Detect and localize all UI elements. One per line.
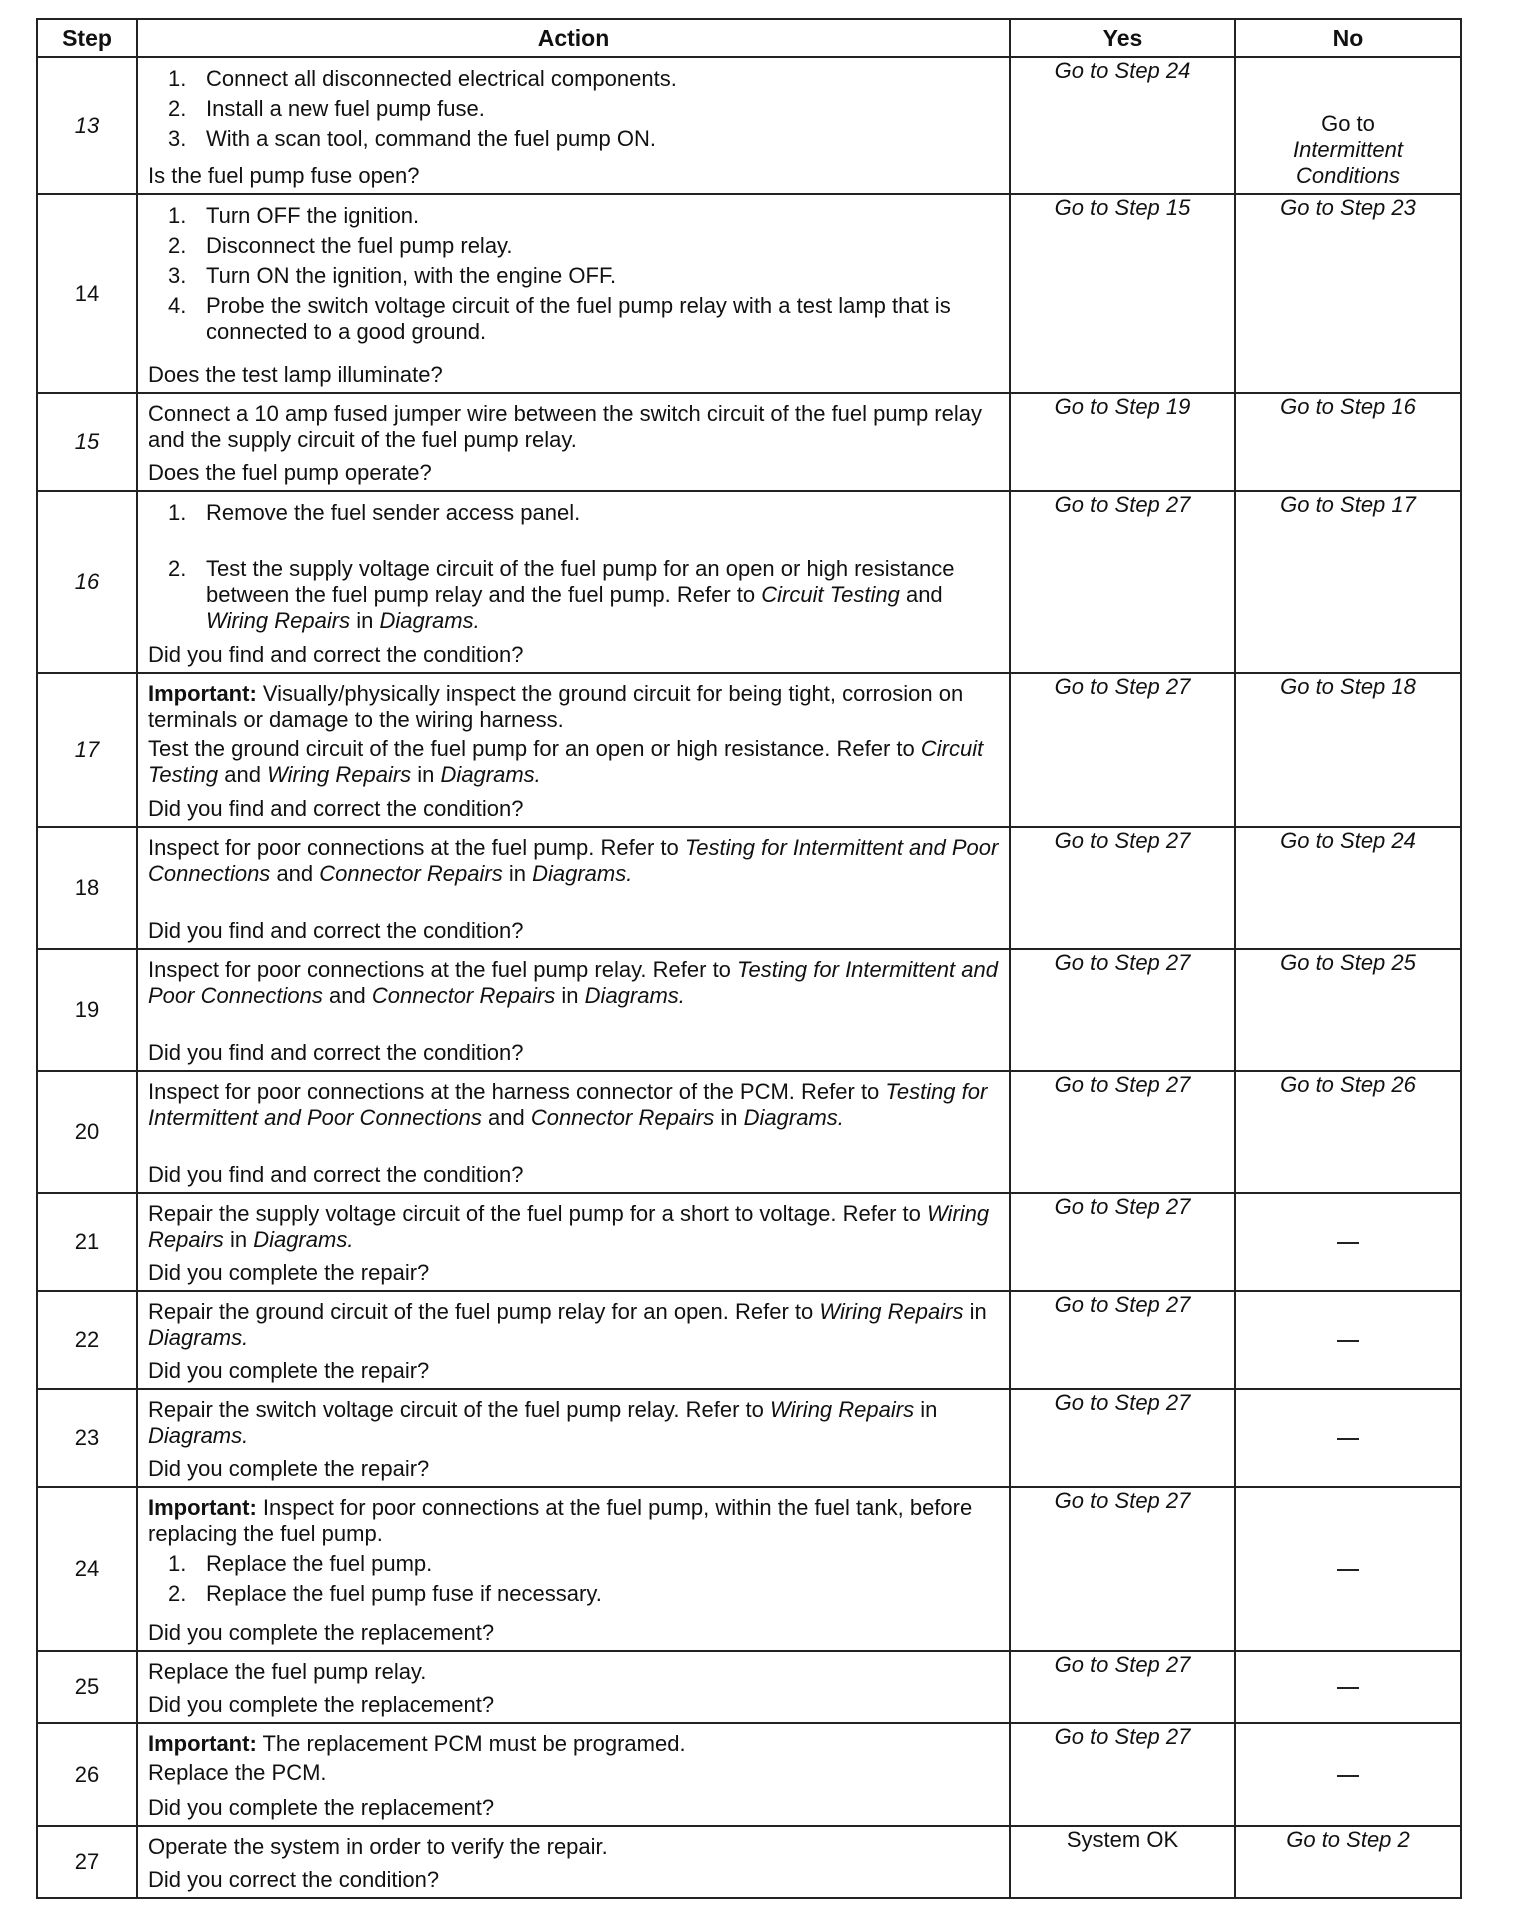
question: Is the fuel pump fuse open? [148, 163, 420, 188]
action-text: Replace the PCM. [148, 1760, 327, 1785]
dash-mark [1337, 1438, 1359, 1440]
dash-mark [1337, 1242, 1359, 1244]
step-number: 21 [37, 1193, 137, 1291]
no-result: Go to Step 16 [1235, 393, 1461, 491]
question: Does the test lamp illuminate? [148, 362, 443, 387]
yes-result: Go to Step 27 [1010, 1071, 1235, 1193]
list-item: 2. Disconnect the fuel pump relay. [168, 233, 513, 258]
question: Did you complete the replacement? [148, 1795, 495, 1820]
table-row [37, 194, 1461, 393]
no-result [1235, 1651, 1461, 1723]
action-cell [137, 57, 1010, 194]
question: Did you complete the repair? [148, 1260, 430, 1285]
step-number: 22 [37, 1291, 137, 1389]
step-number: 14 [37, 194, 137, 393]
table-row [37, 393, 1461, 491]
question: Did you find and correct the condition? [148, 1040, 524, 1065]
dash-mark [1337, 1569, 1359, 1571]
table-row [37, 57, 1461, 194]
question: Does the fuel pump operate? [148, 460, 432, 485]
no-result: Go to Step 2 [1235, 1826, 1461, 1898]
no-result: Go to Step 18 [1235, 673, 1461, 827]
yes-result: Go to Step 15 [1010, 194, 1235, 393]
action-text: Replace the fuel pump relay. [148, 1659, 427, 1684]
action-text: Repair the ground circuit of the fuel pump relay for an open. Refer to Wiring Repairs in Diagrams. [148, 1299, 987, 1350]
step-number: 17 [37, 673, 137, 827]
step-number: 20 [37, 1071, 137, 1193]
header-step: Step [37, 19, 137, 57]
no-result [1235, 1487, 1461, 1651]
question: Did you find and correct the condition? [148, 918, 524, 943]
action-cell [137, 1291, 1010, 1389]
yes-result: System OK [1010, 1826, 1235, 1898]
question: Did you complete the replacement? [148, 1692, 495, 1717]
step-number: 13 [37, 57, 137, 194]
table-row [37, 949, 1461, 1071]
table-row [37, 673, 1461, 827]
yes-result: Go to Step 27 [1010, 949, 1235, 1071]
action-cell [137, 1487, 1010, 1651]
action-cell [137, 1651, 1010, 1723]
yes-result: Go to Step 27 [1010, 673, 1235, 827]
action-cell [137, 1389, 1010, 1487]
no-result: Go to Intermittent Conditions [1235, 57, 1461, 194]
no-result [1235, 1389, 1461, 1487]
yes-result: Go to Step 24 [1010, 57, 1235, 194]
list-item: 1. Replace the fuel pump. [168, 1551, 433, 1576]
header-yes: Yes [1010, 19, 1235, 57]
list-item: 3. Turn ON the ignition, with the engine OFF. [168, 263, 617, 288]
table-row [37, 1071, 1461, 1193]
list-item: 2. Test the supply voltage circuit of the fuel pump for an open or high resistance between the fuel pump relay and the fuel pump. Refer to Circuit Testing and Wiring Repairs in Diagrams. [168, 556, 955, 633]
step-number: 18 [37, 827, 137, 949]
list-item: 1. Remove the fuel sender access panel. [168, 500, 581, 525]
no-result: Go to Step 24 [1235, 827, 1461, 949]
action-cell [137, 1723, 1010, 1826]
no-result [1235, 1723, 1461, 1826]
action-text: Inspect for poor connections at the harness connector of the PCM. Refer to Testing for Intermittent and Poor Connections and Connector Repairs in Diagrams. [148, 1079, 988, 1130]
important-note: Important: Inspect for poor connections at the fuel pump, within the fuel tank, before replacing the fuel pump. [148, 1495, 973, 1546]
list-item: 2. Install a new fuel pump fuse. [168, 96, 485, 121]
table-row [37, 491, 1461, 673]
question: Did you complete the replacement? [148, 1620, 495, 1645]
action-text: Connect a 10 amp fused jumper wire between the switch circuit of the fuel pump relay and the supply circuit of the fuel pump relay. [148, 401, 982, 452]
action-cell [137, 491, 1010, 673]
action-text: Repair the supply voltage circuit of the fuel pump for a short to voltage. Refer to Wiring Repairs in Diagrams. [148, 1201, 990, 1252]
question: Did you find and correct the condition? [148, 1162, 524, 1187]
important-note: Important: Visually/physically inspect the ground circuit for being tight, corrosion on terminals or damage to the wiring harness. [148, 681, 964, 732]
yes-result: Go to Step 27 [1010, 1193, 1235, 1291]
table-row [37, 1193, 1461, 1291]
table-row [37, 1651, 1461, 1723]
question: Did you correct the condition? [148, 1867, 440, 1892]
yes-result: Go to Step 19 [1010, 393, 1235, 491]
list-item: 3. With a scan tool, command the fuel pump ON. [168, 126, 656, 151]
action-text: Inspect for poor connections at the fuel pump. Refer to Testing for Intermittent and Poor Connections and Connector Repairs in Diagrams. [148, 835, 999, 886]
list-item: 2. Replace the fuel pump fuse if necessary. [168, 1581, 602, 1606]
header-no: No [1235, 19, 1461, 57]
table-row [37, 1487, 1461, 1651]
yes-result: Go to Step 27 [1010, 1389, 1235, 1487]
header-action: Action [137, 19, 1010, 57]
no-result [1235, 1291, 1461, 1389]
question: Did you complete the repair? [148, 1456, 430, 1481]
action-cell [137, 673, 1010, 827]
step-number: 24 [37, 1487, 137, 1651]
step-number: 16 [37, 491, 137, 673]
table-row [37, 827, 1461, 949]
action-cell [137, 393, 1010, 491]
table-row [37, 1723, 1461, 1826]
table-row [37, 1826, 1461, 1898]
question: Did you complete the repair? [148, 1358, 430, 1383]
list-item: 1. Connect all disconnected electrical components. [168, 66, 677, 91]
dash-mark [1337, 1687, 1359, 1689]
action-cell [137, 1071, 1010, 1193]
step-number: 25 [37, 1651, 137, 1723]
action-text: Repair the switch voltage circuit of the fuel pump relay. Refer to Wiring Repairs in Diagrams. [148, 1397, 938, 1448]
table-row [37, 1291, 1461, 1389]
list-item: 1. Turn OFF the ignition. [168, 203, 420, 228]
step-number: 23 [37, 1389, 137, 1487]
table-row [37, 1389, 1461, 1487]
step-number: 19 [37, 949, 137, 1071]
action-cell [137, 1193, 1010, 1291]
action-text: Test the ground circuit of the fuel pump for an open or high resistance. Refer to Circuit Testing and Wiring Repairs in Diagrams. [148, 736, 984, 787]
yes-result: Go to Step 27 [1010, 1723, 1235, 1826]
dash-mark [1337, 1775, 1359, 1777]
header-row [37, 19, 1461, 57]
no-result: Go to Step 17 [1235, 491, 1461, 673]
action-cell [137, 949, 1010, 1071]
important-note: Important: The replacement PCM must be programed. [148, 1731, 686, 1756]
list-item: 4. Probe the switch voltage circuit of the fuel pump relay with a test lamp that is connected to a good ground. [168, 293, 951, 344]
no-result: Go to Step 26 [1235, 1071, 1461, 1193]
yes-result: Go to Step 27 [1010, 1487, 1235, 1651]
question: Did you find and correct the condition? [148, 642, 524, 667]
step-number: 15 [37, 393, 137, 491]
question: Did you find and correct the condition? [148, 796, 524, 821]
step-number: 27 [37, 1826, 137, 1898]
action-text: Inspect for poor connections at the fuel pump relay. Refer to Testing for Intermittent and Poor Connections and Connector Repairs in Diagrams. [148, 957, 998, 1008]
action-cell [137, 827, 1010, 949]
action-cell [137, 1826, 1010, 1898]
no-result [1235, 1193, 1461, 1291]
yes-result: Go to Step 27 [1010, 1651, 1235, 1723]
no-result: Go to Step 25 [1235, 949, 1461, 1071]
yes-result: Go to Step 27 [1010, 1291, 1235, 1389]
no-result: Go to Step 23 [1235, 194, 1461, 393]
action-text: Operate the system in order to verify the repair. [148, 1834, 608, 1859]
yes-result: Go to Step 27 [1010, 491, 1235, 673]
step-number: 26 [37, 1723, 137, 1826]
yes-result: Go to Step 27 [1010, 827, 1235, 949]
dash-mark [1337, 1340, 1359, 1342]
diagnostic-table [36, 18, 1462, 1899]
action-cell [137, 194, 1010, 393]
